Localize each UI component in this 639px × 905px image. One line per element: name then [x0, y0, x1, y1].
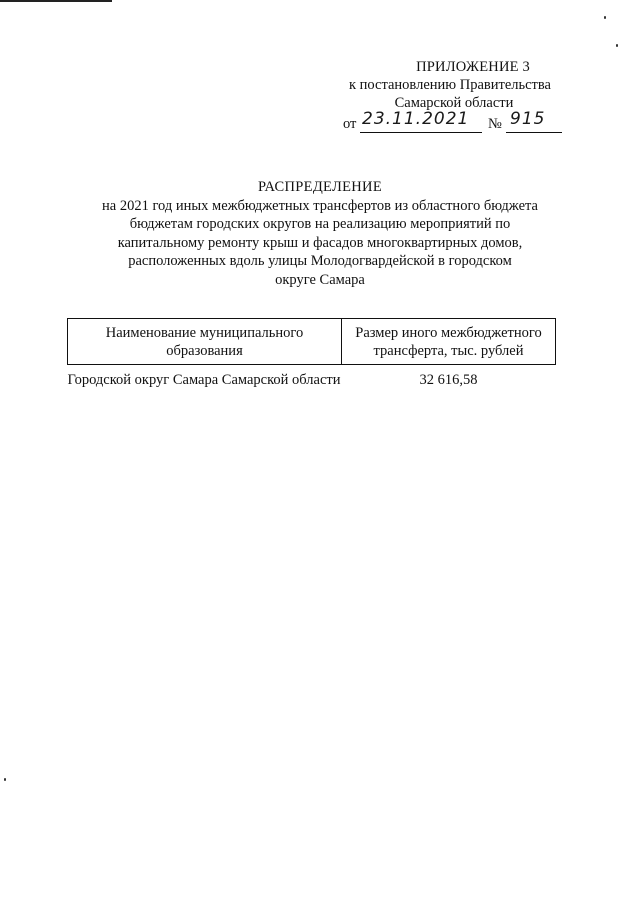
- heading-line: округе Самара: [275, 271, 365, 288]
- table-row: [67, 371, 556, 389]
- appendix-date-row: [330, 109, 570, 134]
- scan-artifact-dot: [604, 16, 606, 19]
- document-heading: [60, 178, 580, 289]
- appendix-line-2: Самарской области: [394, 95, 514, 111]
- number-sign: №: [488, 116, 502, 132]
- table-header-row: [67, 318, 556, 365]
- appendix-block: [330, 58, 570, 134]
- appendix-line-1: к постановлению Правительства: [349, 77, 551, 93]
- heading-line: капитальному ремонту крыш и фасадов многоквартирных домов,: [117, 234, 523, 251]
- scan-artifact-dot: [616, 44, 618, 47]
- heading-line: расположенных вдоль улицы Молодогвардейской в городском: [128, 253, 512, 269]
- scan-artifact-line: [0, 0, 112, 2]
- heading-line: на 2021 год иных межбюджетных трансфертов из областного бюджета: [102, 197, 538, 214]
- header-amount: Размер иного межбюджетного трансферта, тыс. рублей: [355, 324, 542, 359]
- heading-line: бюджетам городских округов на реализацию мероприятий по: [129, 216, 511, 232]
- cell-amount: 32 616,58: [419, 372, 478, 388]
- heading-title: РАСПРЕДЕЛЕНИЕ: [258, 179, 382, 195]
- distribution-table: [67, 318, 556, 389]
- cell-municipality: Городской округ Самара Самарской области: [67, 372, 341, 388]
- date-prefix: от: [343, 116, 357, 132]
- scan-artifact-dot: [4, 778, 6, 781]
- handwritten-date: 23.11.2021: [360, 110, 482, 133]
- header-municipality: Наименование муниципального образования: [68, 319, 342, 364]
- handwritten-number: 915: [506, 110, 562, 133]
- appendix-title: ПРИЛОЖЕНИЕ 3: [416, 59, 530, 75]
